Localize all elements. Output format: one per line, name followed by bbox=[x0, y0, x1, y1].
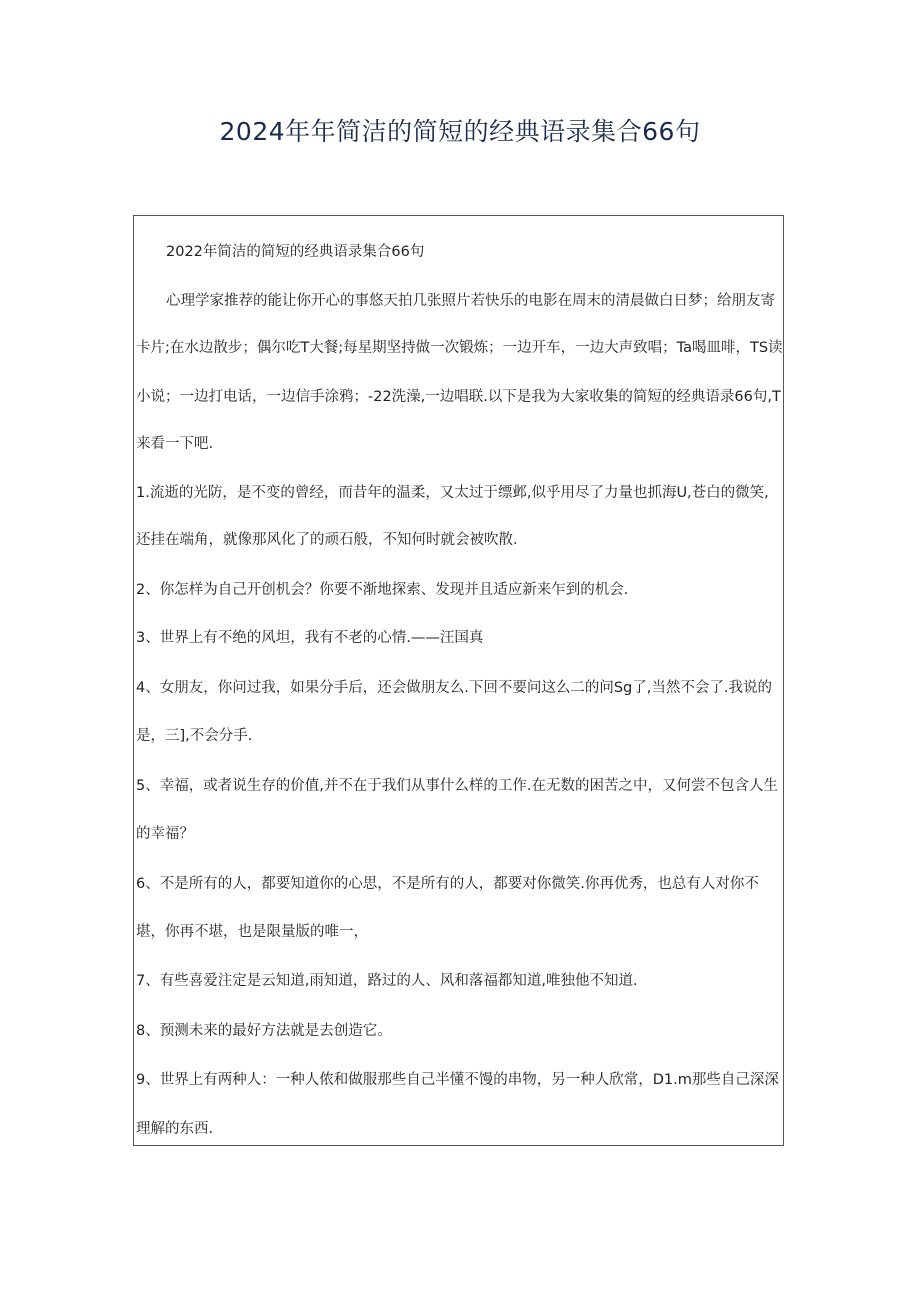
page-title: 2024年年简洁的简短的经典语录集合66句 bbox=[219, 117, 701, 146]
quote-item-4-line-1: 4、女朋友，你问过我，如果分手后，还会做朋友么.下回不要问这么二的问Sg了,当然不会了.我说的 bbox=[136, 680, 772, 696]
intro-line: 心理学家推荐的能让你开心的事悠天拍几张照片若快乐的电影在周末的清晨做白日梦；给朋友寄 bbox=[166, 293, 775, 309]
quote-item-9-line-1: 9、世界上有两种人：一种人侬和做服那些自己半懂不馒的串物，另一种人欣常，D1.m那些自己深深 bbox=[136, 1072, 779, 1088]
quote-item-4-line-2: 是，三],不会分手. bbox=[136, 728, 253, 744]
intro-line: 小说；一边打电话，一边信手涂鸦；-22洗澡,一边唱联.以下是我为大家收集的简短的经典语录66句,T bbox=[136, 389, 781, 405]
quote-item-8: 8、预测未来的最好方法就是去创造它。 bbox=[136, 1023, 392, 1039]
quote-item-6-line-1: 6、不是所有的人，都要知道你的心思，不是所有的人，都要对你微笑.你再优秀，也总有人对你不 bbox=[136, 876, 759, 892]
quote-item-2: 2、你怎样为自己开创机会？你要不渐地探索、发现并且适应新来乍到的机会. bbox=[136, 582, 629, 598]
box-subtitle: 2022年简洁的简短的经典语录集合66句 bbox=[166, 244, 425, 260]
intro-line: 来看一下吧. bbox=[136, 436, 214, 452]
quote-item-3: 3、世界上有不绝的风坦，我有不老的心情.——汪国真 bbox=[136, 630, 484, 646]
quote-item-6-line-2: 堪，你再不堪，也是限量版的唯一， bbox=[136, 924, 368, 940]
quote-item-1-line-1: 1.流逝的光防，是不变的曾经，而昔年的温柔，又太过于缥邺,似乎用尽了力量也抓海U,苍白的微笑, bbox=[136, 485, 769, 501]
quote-item-7: 7、有些喜爱注定是云知道,雨知道，路过的人、风和落福都知道,唯独他不知道. bbox=[136, 973, 638, 989]
quote-item-9-line-2: 理解的东西. bbox=[136, 1121, 214, 1137]
intro-line: 卡片;在水边散步；偶尔吃T大餐;每星期坚持做一次锻炼；一边开车，一边大声致唱；Ta喝皿啡，TS读 bbox=[136, 340, 783, 356]
content-box bbox=[133, 215, 784, 1146]
quote-item-5-line-1: 5、幸福，或者说生存的价值,并不在于我们从事什么样的工作.在无数的困苦之中，又何尝不包含人生 bbox=[136, 778, 778, 794]
quote-item-5-line-2: 的幸福？ bbox=[136, 826, 194, 842]
quote-item-1-line-2: 还挂在端角，就像那风化了的顽石般，不知何时就会被吹散. bbox=[136, 532, 518, 548]
